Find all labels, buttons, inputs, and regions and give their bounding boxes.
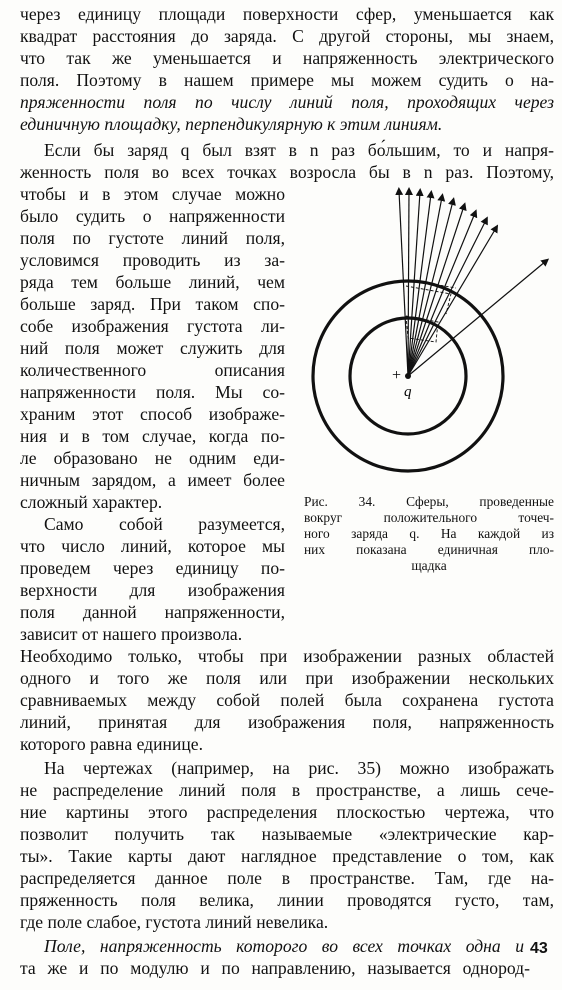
text-line: пряженность поля велика, линии проводятся густо, там, (20, 890, 554, 910)
text-line: распределяется данное поле в пространстве. Там, где на- (20, 868, 554, 888)
text-line: Если бы заряд q был взят в n раз бо́льшим, то и напря- (44, 140, 554, 160)
text-line: проведем через единицу по- (20, 558, 285, 578)
text-line: женность поля во всех точках возросла бы в n раз. Поэтому, (20, 162, 554, 182)
text-line: было судить о напряженности (20, 206, 285, 226)
text-line: сравниваемых между собой полей была сохранена густота (20, 690, 554, 710)
text-line: пряженности поля по числу линий поля, проходящих через (20, 92, 554, 112)
text-line: Само собой разумеется, (44, 514, 285, 534)
text-line: линий, принятая для изображения поля, напряженность (20, 712, 554, 732)
text-line: собе изображения густота ли- (20, 316, 285, 336)
text-line: что число линий, которое мы (20, 536, 285, 556)
charge-label: q (404, 384, 412, 400)
text-line: что так же уменьшается и напряженность электрического (20, 48, 554, 68)
text-line: Поле, напряженность которого во всех точках одна и (44, 936, 524, 956)
text-line: условимся проводить из за- (20, 250, 285, 270)
spheres-figure (296, 186, 558, 486)
figure-caption-line: них показана единичная пло- (304, 542, 554, 557)
text-line: ний поля может служить для (20, 338, 285, 358)
text-line: не распределение линий поля в пространстве, а лишь сече- (20, 780, 554, 800)
text-line: позволит получить так называемые «электрические кар- (20, 824, 554, 844)
text-line: которого равна единице. (20, 734, 203, 754)
text-line: храним этот способ изображе- (20, 404, 285, 424)
text-line: чтобы и в этом случае можно (20, 184, 285, 204)
text-line: сложный характер. (20, 492, 163, 512)
text-line: больше заряд. При таком спо- (20, 294, 285, 314)
figure-caption-line: щадка (411, 558, 447, 573)
text-line: зависит от нашего произвола. (20, 624, 243, 644)
text-line: поля по густоте линий поля, (20, 228, 285, 248)
figure-caption-line: Рис. 34. Сферы, проведенные (304, 494, 554, 509)
text-line: Необходимо только, чтобы при изображении разных областей (20, 646, 554, 666)
text-line: количественного описания (20, 360, 285, 380)
text-line: ты». Такие карты дают наглядное представление о том, как (20, 846, 554, 866)
text-line: единичную площадку, перпендикулярную к этим линиям. (20, 114, 443, 134)
text-line: где поле слабое, густота линий невелика. (20, 912, 329, 932)
figure-caption-line: ного заряда q. На каждой из (304, 526, 554, 541)
text-line: верхности для изображения (20, 580, 285, 600)
text-line: поля данной напряженности, (20, 602, 285, 622)
text-line: квадрат расстояния до заряда. С другой стороны, мы знаем, (20, 26, 554, 46)
text-line: ния и в том случае, когда по- (20, 426, 285, 446)
text-line: ле образовано не одним еди- (20, 448, 285, 468)
text-line: поля. Поэтому в нашем примере мы можем судить о на- (20, 70, 554, 90)
text-line: ничным зарядом, а имеет более (20, 470, 285, 490)
text-line: На чертежах (например, на рис. 35) можно изображать (44, 758, 554, 778)
text-line: ряда тем больше линий, чем (20, 272, 285, 292)
charge-plus: + (392, 367, 402, 384)
page-number: 43 (530, 940, 548, 957)
text-line: через единицу площади поверхности сфер, уменьшается как (20, 4, 554, 24)
charge-point (405, 373, 411, 379)
text-line: та же и по модулю и по направлению, называется однород- (20, 958, 530, 978)
text-line: одного и того же поля или при изображении нескольких (20, 668, 554, 688)
figure-caption-line: вокруг положительного точеч- (304, 510, 554, 525)
text-line: напряженности поля. Мы со- (20, 382, 285, 402)
text-line: ние картины этого распределения плоскостью чертежа, что (20, 802, 554, 822)
